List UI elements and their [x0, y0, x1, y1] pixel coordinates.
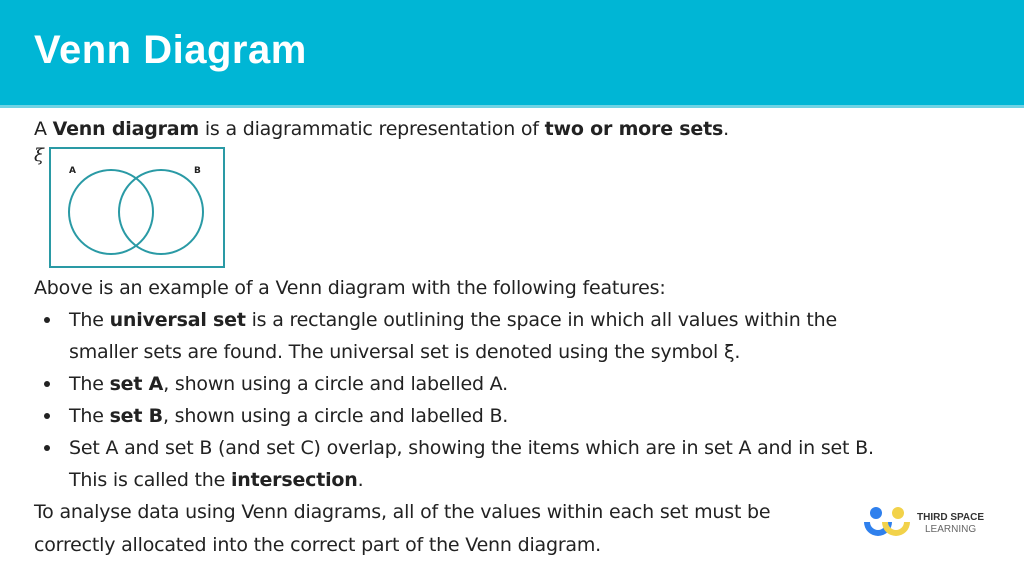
bullet-intersection: Set A and set B (and set C) overlap, showing the items which are in set A and in set B. [69, 437, 874, 459]
bullet-intersection-line2: This is called the intersection. [69, 469, 364, 491]
universal-set-symbol: ξ [34, 145, 44, 166]
header-banner [0, 0, 1024, 108]
venn-diagram [48, 146, 228, 270]
bullet-icon [44, 381, 50, 387]
logo-line1: THIRD SPACE [917, 512, 985, 523]
features-intro: Above is an example of a Venn diagram with the following features: [34, 277, 666, 299]
logo-text [917, 512, 984, 536]
set-b-label: B [194, 166, 201, 176]
bullet-icon [44, 445, 50, 451]
intro-text: A Venn diagram is a diagrammatic representation of two or more sets. [34, 118, 729, 140]
page-title: Venn Diagram [34, 28, 307, 72]
set-b-circle [119, 170, 203, 254]
bullet-set-b: The set B, shown using a circle and labelled B. [69, 405, 509, 427]
third-space-learning-logo-icon [862, 505, 912, 539]
set-a-circle [69, 170, 153, 254]
set-a-label: A [69, 166, 76, 176]
bullet-icon [44, 317, 50, 323]
closing-text-line1: To analyse data using Venn diagrams, all of the values within each set must be [34, 501, 771, 523]
bullet-set-a: The set A, shown using a circle and labelled A. [69, 373, 508, 395]
bullet-universal-set-line2: smaller sets are found. The universal set is denoted using the symbol ξ. [69, 341, 741, 363]
bullet-universal-set: The universal set is a rectangle outlining the space in which all values within the [69, 309, 838, 331]
bullet-icon [44, 413, 50, 419]
logo-line2: LEARNING [925, 524, 977, 535]
closing-text-line2: correctly allocated into the correct part of the Venn diagram. [34, 534, 602, 556]
